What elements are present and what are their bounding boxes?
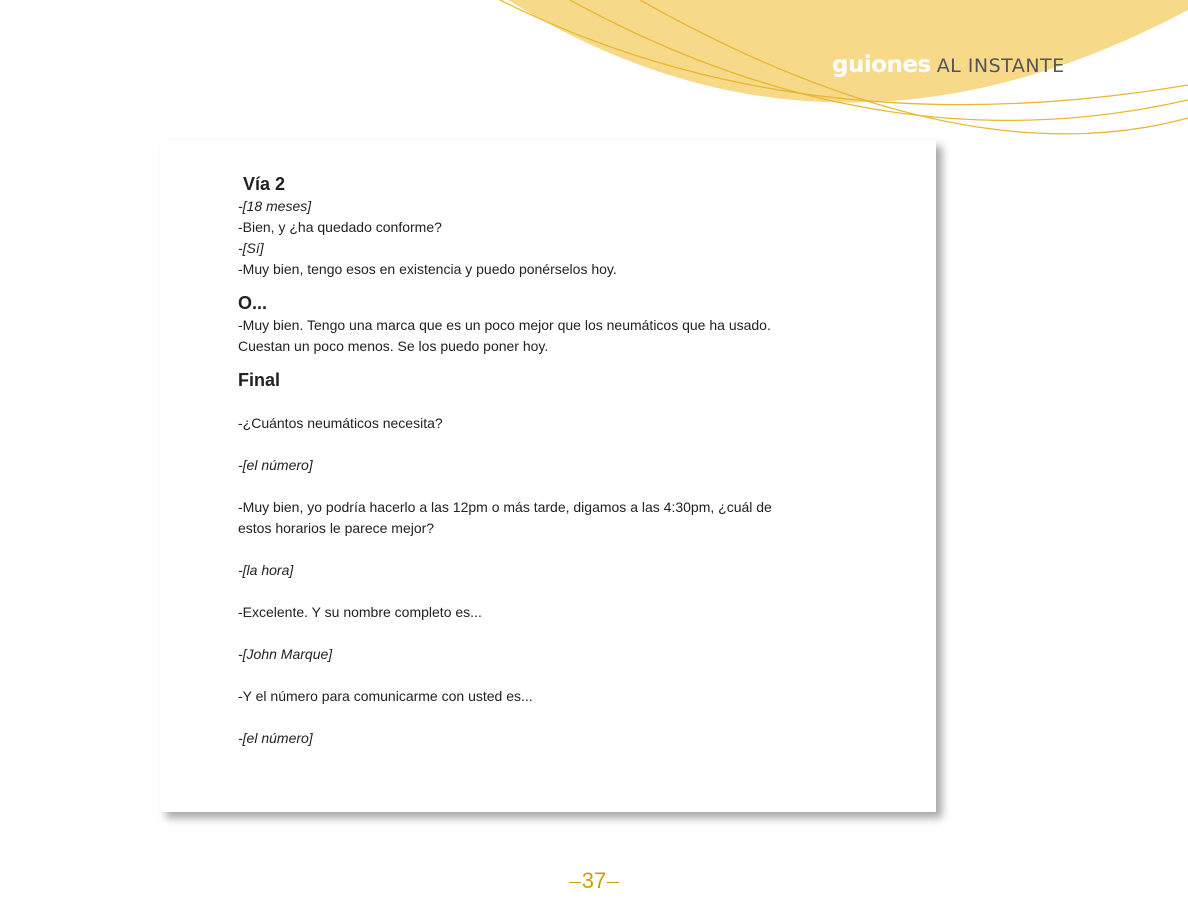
page-number-dash [607, 882, 619, 883]
script-line: -Muy bien, yo podría hacerlo a las 12pm o más tarde, digamos a las 4:30pm, ¿cuál de [238, 499, 772, 515]
section-title-final: Final [238, 370, 281, 390]
page-number-dash [569, 882, 581, 883]
script-content [238, 172, 858, 749]
section-title-o: O... [238, 293, 268, 313]
script-line: -Y el número para comunicarme con usted es... [238, 688, 533, 704]
script-line: -[Sí] [238, 240, 264, 256]
page-number-value: 37 [581, 868, 607, 893]
script-line: -[el número] [238, 457, 313, 473]
script-line: -Muy bien, tengo esos en existencia y puedo ponérselos hoy. [238, 261, 617, 277]
script-line: -[el número] [238, 730, 313, 746]
script-line: -[18 meses] [238, 198, 312, 214]
brand-bold: guiones [832, 52, 931, 78]
header-brand [832, 52, 1065, 78]
script-line: Cuestan un poco menos. Se los puedo poner hoy. [238, 338, 549, 354]
script-line: -¿Cuántos neumáticos necesita? [238, 415, 443, 431]
script-line: -[la hora] [238, 562, 294, 578]
page-number [0, 868, 1188, 894]
script-line: -Excelente. Y su nombre completo es... [238, 604, 482, 620]
script-line: estos horarios le parece mejor? [238, 520, 435, 536]
script-line: -[John Marque] [238, 646, 333, 662]
script-line: -Muy bien. Tengo una marca que es un poco mejor que los neumáticos que ha usado. [238, 317, 771, 333]
script-line: -Bien, y ¿ha quedado conforme? [238, 219, 442, 235]
section-title-via2: Vía 2 [243, 174, 286, 194]
brand-light: AL INSTANTE [936, 55, 1065, 77]
